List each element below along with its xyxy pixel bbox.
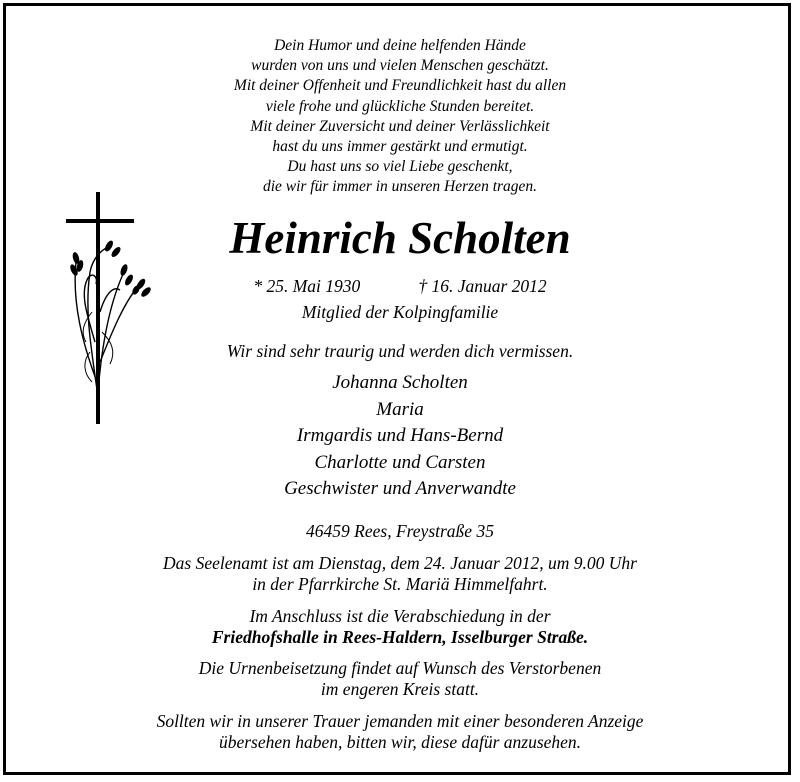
family-member: Johanna Scholten [332, 372, 468, 393]
poem-line: Dein Humor und deine helfenden Hände [274, 37, 526, 54]
family-member: Maria [376, 398, 424, 420]
poem-line: wurden von uns und vielen Menschen geschätzt. [251, 57, 549, 75]
deceased-name: Heinrich Scholten [229, 213, 571, 263]
closing-notice [0, 711, 800, 753]
family-member: Charlotte und Carsten [314, 451, 486, 473]
birth-date: * 25. Mai 1930 [253, 276, 361, 296]
poem [0, 36, 800, 198]
membership: Mitglied der Kolpingfamilie [301, 302, 499, 322]
poem-line: Mit deiner Offenheit und Freundlichkeit hast du allen [233, 77, 567, 95]
urn-line: Die Urnenbeisetzung findet auf Wunsch des Verstorbenen [198, 658, 602, 678]
requiem-notice [0, 553, 800, 595]
life-dates [0, 275, 800, 297]
requiem-line: in der Pfarrkirche St. Mariä Himmelfahrt. [252, 574, 548, 594]
family-list [0, 370, 800, 503]
poem-line: Du hast uns so viel Liebe geschenkt, [287, 158, 513, 176]
address: 46459 Rees, Freystraße 35 [306, 521, 494, 541]
requiem-line: Das Seelenamt ist am Dienstag, dem 24. Januar 2012, um 9.00 Uhr [163, 553, 637, 573]
closing-line: Sollten wir in unserer Trauer jemanden mit einer besonderen Anzeige [156, 711, 644, 731]
farewell-notice [0, 606, 800, 648]
mourning-line: Wir sind sehr traurig und werden dich vermissen. [226, 341, 574, 361]
farewell-line: Im Anschluss ist die Verabschiedung in der [249, 606, 551, 626]
urn-notice [0, 658, 800, 700]
poem-line: die wir für immer in unseren Herzen tragen. [262, 178, 538, 196]
death-date: † 16. Januar 2012 [418, 276, 547, 296]
poem-line: Mit deiner Zuversicht und deiner Verlässlichkeit [250, 117, 550, 135]
farewell-location: Friedhofshalle in Rees-Haldern, Isselburger Straße. [211, 627, 589, 647]
family-member: Irmgardis und Hans-Bernd [296, 425, 504, 446]
poem-line: hast du uns immer gestärkt und ermutigt. [272, 138, 528, 156]
family-member: Geschwister und Anverwandte [284, 478, 516, 499]
poem-line: viele frohe und glückliche Stunden bereitet. [265, 97, 535, 115]
closing-line: übersehen haben, bitten wir, diese dafür anzusehen. [218, 732, 582, 752]
urn-line: im engeren Kreis statt. [320, 679, 480, 699]
